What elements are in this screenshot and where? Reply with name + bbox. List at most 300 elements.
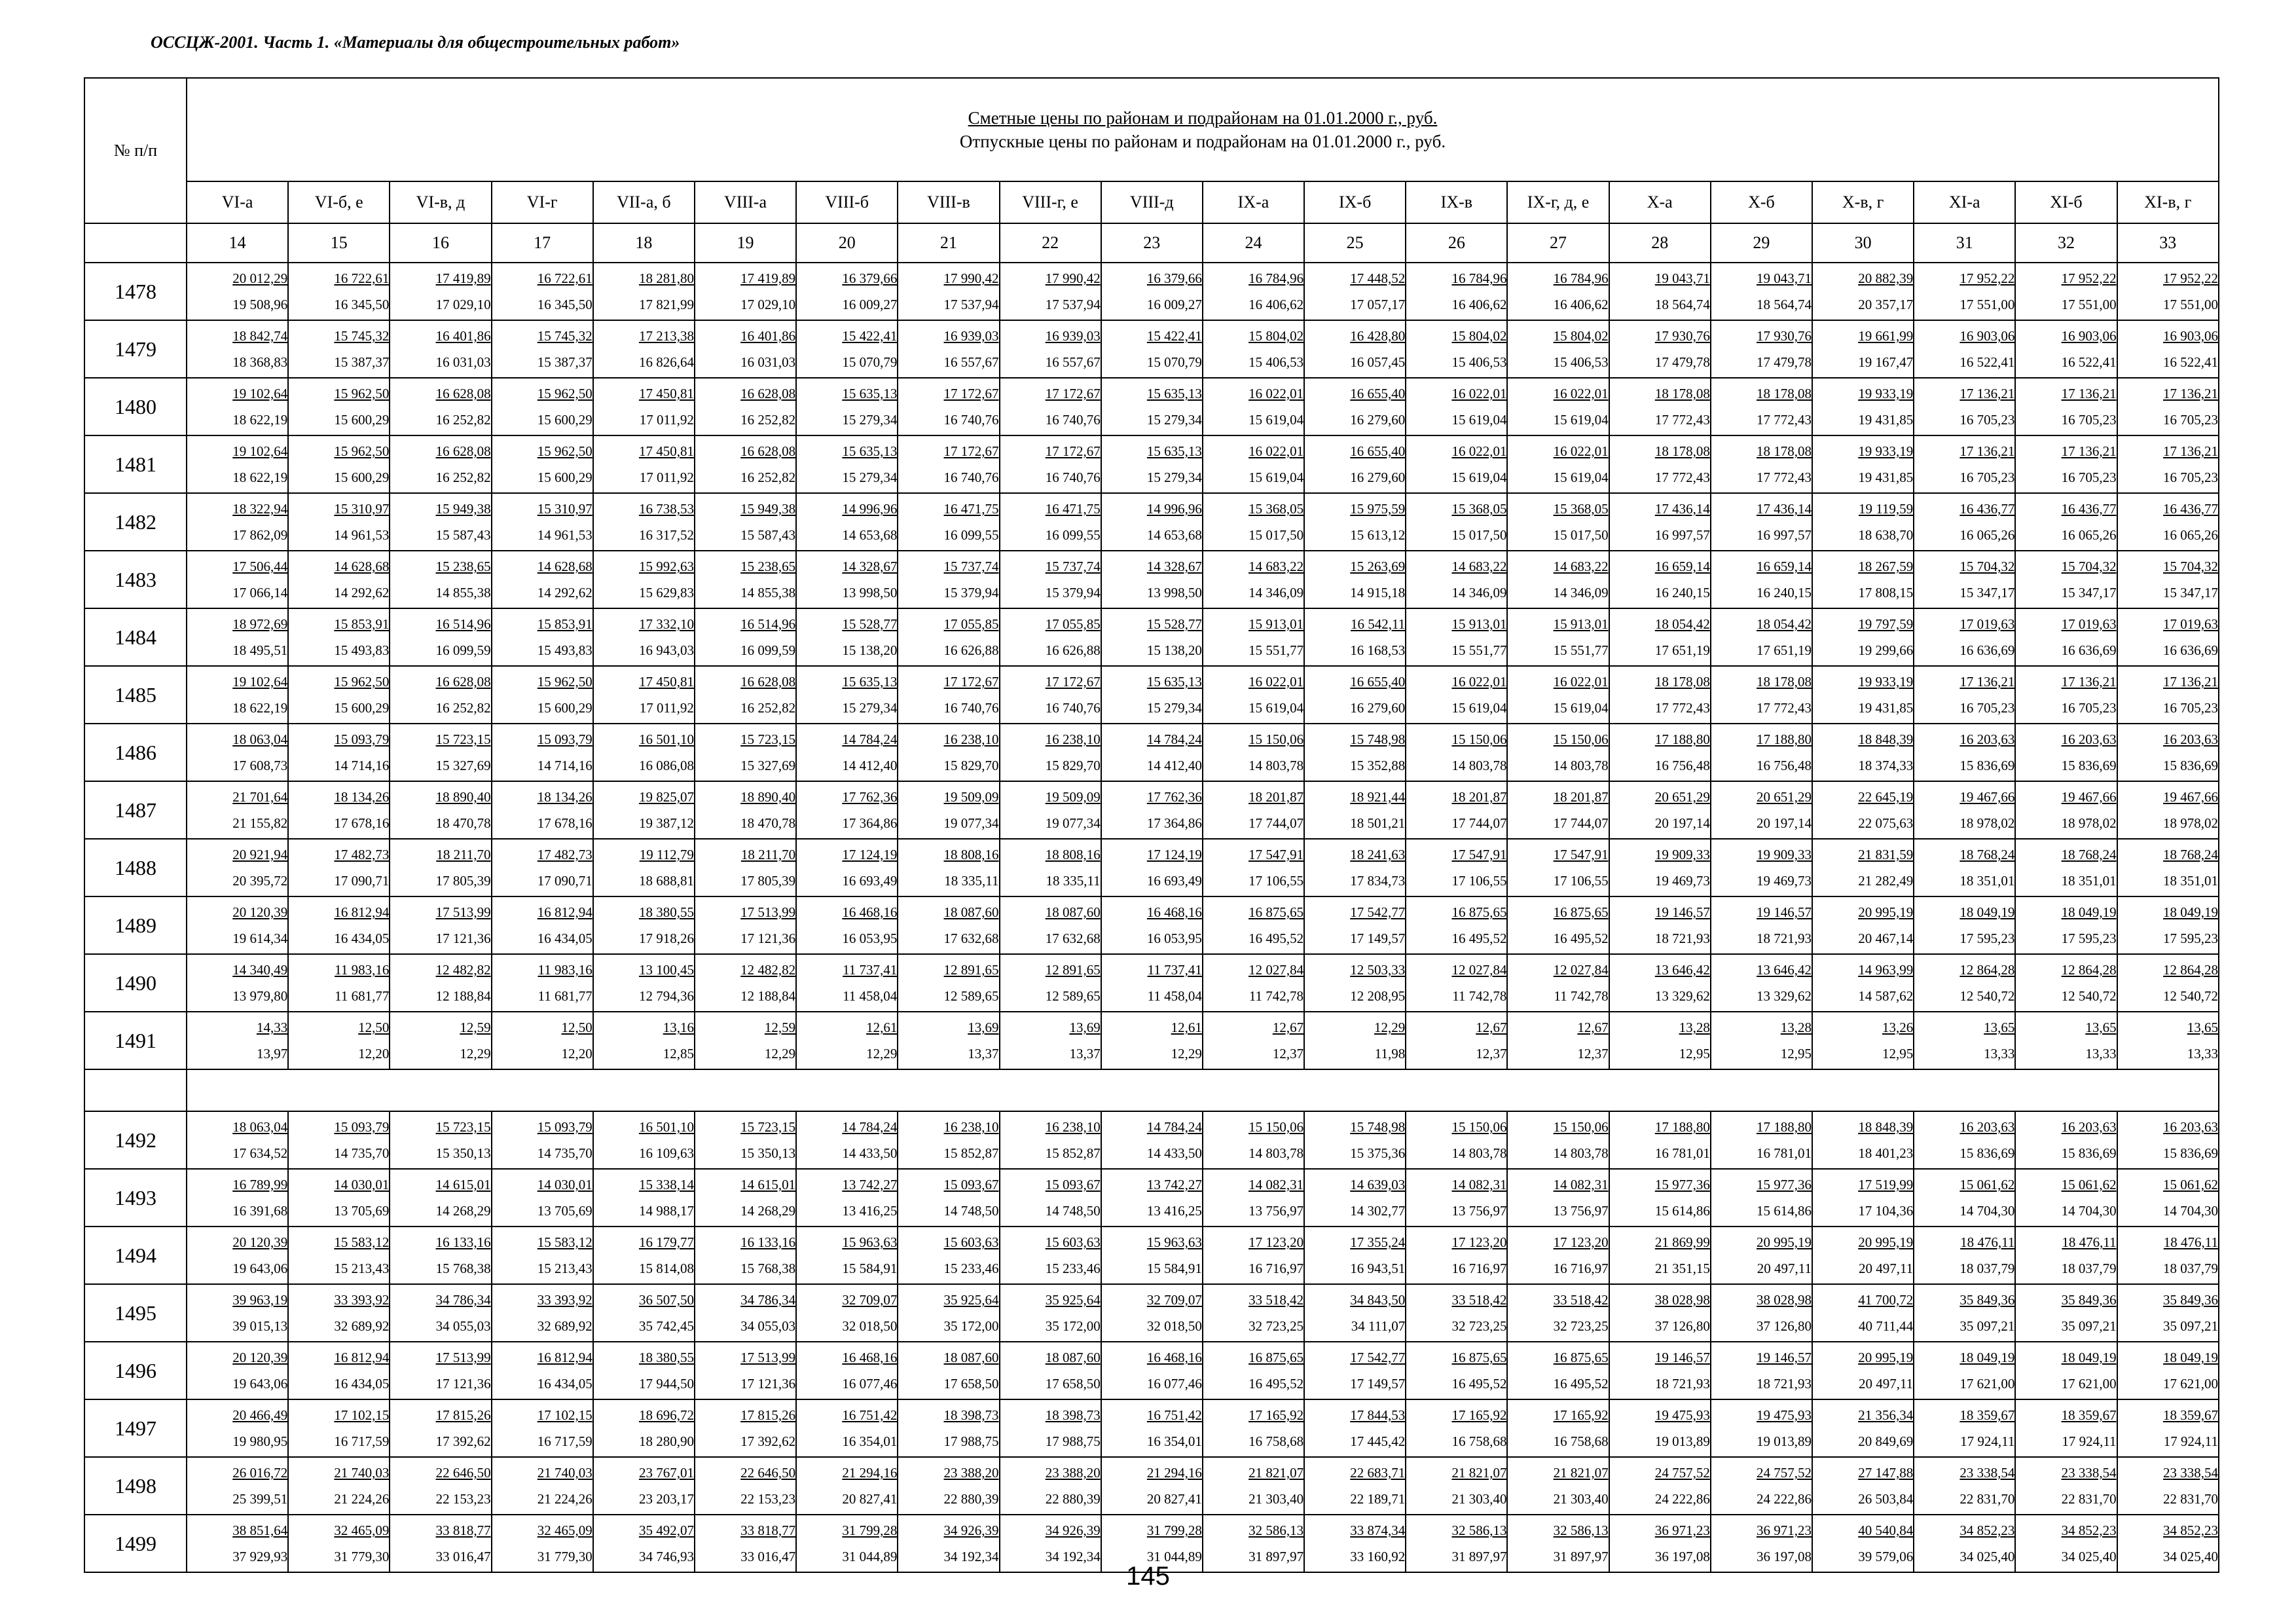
release-price: 18 351,01: [1959, 873, 2015, 889]
estimate-price: 18 398,73: [943, 1407, 999, 1423]
price-cell: [1507, 1169, 1609, 1227]
price-cell: [593, 493, 695, 551]
release-price: 12,85: [663, 1046, 694, 1061]
release-price: 20 849,69: [1858, 1433, 1914, 1449]
estimate-price: 17 547,91: [1553, 847, 1609, 862]
release-price: 17 918,26: [638, 931, 694, 946]
zone-header: X-в, г: [1812, 181, 1914, 223]
price-cell: [187, 839, 288, 896]
release-price: 16 740,76: [943, 470, 999, 485]
price-cell: [898, 1342, 999, 1399]
price-cell: [898, 896, 999, 954]
release-price: 11 742,78: [1554, 988, 1609, 1004]
release-price: 12 540,72: [1959, 988, 2015, 1004]
price-cell: [1101, 839, 1203, 896]
price-cell: [2117, 263, 2219, 320]
price-cell: [1507, 320, 1609, 378]
release-price: 12 794,36: [638, 988, 694, 1004]
estimate-price: 27 147,88: [1858, 1465, 1914, 1481]
column-number: 33: [2117, 223, 2219, 263]
price-cell: [593, 263, 695, 320]
price-cell: [1101, 666, 1203, 724]
price-cell: [1507, 435, 1609, 493]
release-price: 18 335,11: [944, 873, 999, 889]
release-price: 39 015,13: [232, 1318, 288, 1334]
price-cell: [492, 1227, 593, 1284]
row-number: 1486: [84, 724, 187, 781]
estimate-price: 16 751,42: [1146, 1407, 1202, 1423]
estimate-price: 35 925,64: [1045, 1292, 1101, 1308]
release-price: 14 704,30: [1959, 1203, 2015, 1219]
release-price: 17 121,36: [435, 1376, 491, 1392]
price-cell: [1812, 378, 1914, 435]
release-price: 16 279,60: [1350, 412, 1406, 428]
release-price: 16 065,26: [2163, 527, 2218, 543]
estimate-price: 18 178,08: [1654, 443, 1710, 459]
release-price: 12 540,72: [2061, 988, 2117, 1004]
release-price: 16 077,46: [1146, 1376, 1202, 1392]
estimate-price: 18 281,80: [638, 270, 694, 286]
price-cell: [390, 1284, 491, 1342]
release-price: 15 493,83: [334, 642, 390, 658]
release-price: 15 017,50: [1553, 527, 1609, 543]
price-cell: [187, 551, 288, 608]
price-cell: [1507, 608, 1609, 666]
estimate-price: 19 043,71: [1654, 270, 1710, 286]
price-cell: [288, 1457, 390, 1515]
estimate-price: 14 082,31: [1248, 1177, 1304, 1192]
estimate-price: 18 380,55: [638, 904, 694, 920]
release-price: 15 138,20: [842, 642, 898, 658]
price-cell: [1304, 1284, 1406, 1342]
release-price: 22 831,70: [2061, 1491, 2117, 1507]
release-price: 14 433,50: [1146, 1145, 1202, 1161]
price-cell: [1304, 263, 1406, 320]
release-price: 18 721,93: [1654, 1376, 1710, 1392]
estimate-price: 15 093,79: [537, 731, 592, 747]
estimate-price: 34 786,34: [435, 1292, 491, 1308]
estimate-price: 16 875,65: [1451, 1350, 1507, 1365]
release-price: 12,95: [1679, 1046, 1710, 1061]
price-cell: [1304, 1457, 1406, 1515]
estimate-price: 12 482,82: [740, 962, 796, 978]
price-cell: [1304, 1012, 1406, 1069]
release-price: 16 740,76: [943, 412, 999, 428]
price-cell: [2015, 493, 2117, 551]
release-price: 17 678,16: [334, 815, 390, 831]
release-price: 17 651,19: [1757, 642, 1812, 658]
estimate-price: 17 123,20: [1248, 1234, 1304, 1250]
release-price: 17 104,36: [1858, 1203, 1914, 1219]
release-price: 15 629,83: [638, 585, 694, 600]
price-cell: [796, 493, 898, 551]
estimate-price: 18 063,04: [232, 1119, 288, 1135]
release-price: 13,33: [2187, 1046, 2218, 1061]
release-price: 14 735,70: [537, 1145, 592, 1161]
price-cell: [1203, 781, 1304, 839]
price-cell: [1609, 320, 1711, 378]
estimate-price: 15 913,01: [1451, 616, 1507, 632]
row-number: 1484: [84, 608, 187, 666]
price-cell: [1000, 724, 1101, 781]
release-price: 16 086,08: [638, 758, 694, 773]
estimate-price: 15 635,13: [1146, 386, 1202, 401]
price-cell: [492, 724, 593, 781]
estimate-price: 15 150,06: [1553, 731, 1609, 747]
price-cell: [1914, 781, 2015, 839]
price-cell: [1609, 608, 1711, 666]
price-cell: [796, 378, 898, 435]
release-price: 13,37: [968, 1046, 999, 1061]
price-cell: [2015, 666, 2117, 724]
estimate-price: 16 903,06: [2061, 328, 2117, 344]
estimate-price: 18 211,70: [740, 847, 796, 862]
estimate-price: 33 393,92: [334, 1292, 390, 1308]
estimate-price: 16 203,63: [2163, 731, 2218, 747]
separator-cell: [187, 1069, 2219, 1111]
release-price: 16 705,23: [1959, 412, 2015, 428]
release-price: 16 065,26: [1959, 527, 2015, 543]
estimate-price: 12 864,28: [2163, 962, 2218, 978]
row-number: 1485: [84, 666, 187, 724]
price-cell: [2117, 320, 2219, 378]
estimate-price: 20 012,29: [232, 270, 288, 286]
price-cell: [695, 493, 796, 551]
price-cell: [187, 666, 288, 724]
release-price: 15 070,79: [842, 354, 898, 370]
price-cell: [1711, 666, 1812, 724]
release-price: 12 589,65: [943, 988, 999, 1004]
price-cell: [796, 1457, 898, 1515]
release-price: 15 619,04: [1553, 700, 1609, 716]
estimate-price: 18 267,59: [1858, 559, 1914, 574]
estimate-price: 36 971,23: [1757, 1522, 1812, 1538]
estimate-price: 16 468,16: [1146, 904, 1202, 920]
release-price: 16 705,23: [2061, 412, 2117, 428]
price-cell: [187, 1457, 288, 1515]
estimate-price: 17 136,21: [2061, 674, 2117, 690]
estimate-price: 17 136,21: [1959, 674, 2015, 690]
table-row: [84, 493, 2219, 551]
zone-header: IX-г, д, е: [1507, 181, 1609, 223]
estimate-price: 17 519,99: [1858, 1177, 1914, 1192]
estimate-price: 19 102,64: [232, 674, 288, 690]
estimate-price: 14 784,24: [842, 1119, 898, 1135]
release-price: 15 347,17: [2163, 585, 2218, 600]
estimate-price: 36 971,23: [1654, 1522, 1710, 1538]
release-price: 18 470,78: [740, 815, 796, 831]
release-price: 22 189,71: [1350, 1491, 1406, 1507]
price-cell: [2117, 493, 2219, 551]
release-price: 16 434,05: [334, 1376, 390, 1392]
release-price: 16 053,95: [842, 931, 898, 946]
estimate-price: 17 136,21: [2163, 674, 2218, 690]
release-price: 17 479,78: [1757, 354, 1812, 370]
release-price: 32 018,50: [1146, 1318, 1202, 1334]
release-price: 15 233,46: [1045, 1261, 1101, 1276]
estimate-price: 17 513,99: [435, 904, 491, 920]
release-price: 20 357,17: [1858, 297, 1914, 312]
release-price: 20 497,11: [1858, 1261, 1914, 1276]
estimate-price: 17 542,77: [1350, 1350, 1406, 1365]
table-row: [84, 954, 2219, 1012]
release-price: 14 704,30: [2061, 1203, 2117, 1219]
price-cell: [1507, 493, 1609, 551]
estimate-price: 17 165,92: [1553, 1407, 1609, 1423]
estimate-price: 17 123,20: [1451, 1234, 1507, 1250]
estimate-price: 20 651,29: [1654, 789, 1710, 805]
release-price: 14 412,40: [1146, 758, 1202, 773]
estimate-price: 17 102,15: [537, 1407, 592, 1423]
estimate-price: 14 328,67: [1146, 559, 1202, 574]
price-cell: [288, 781, 390, 839]
release-price: 16 434,05: [537, 931, 592, 946]
price-cell: [1203, 435, 1304, 493]
release-price: 17 772,43: [1654, 412, 1710, 428]
estimate-price: 16 628,08: [740, 443, 796, 459]
price-cell: [390, 1169, 491, 1227]
zone-header: VIII-в: [898, 181, 999, 223]
estimate-price: 15 150,06: [1451, 731, 1507, 747]
estimate-price: 15 583,12: [537, 1234, 592, 1250]
estimate-price: 15 723,15: [740, 1119, 796, 1135]
release-price: 12,37: [1577, 1046, 1609, 1061]
estimate-price: 18 241,63: [1350, 847, 1406, 862]
release-price: 17 121,36: [740, 1376, 796, 1392]
price-cell: [695, 435, 796, 493]
price-cell: [1304, 493, 1406, 551]
section-separator-row: [84, 1069, 2219, 1111]
release-price: 13 998,50: [1146, 585, 1202, 600]
estimate-price: 15 704,32: [1959, 559, 2015, 574]
estimate-price: 17 102,15: [334, 1407, 390, 1423]
price-cell: [2117, 896, 2219, 954]
price-cell: [187, 1227, 288, 1284]
estimate-price: 14 683,22: [1451, 559, 1507, 574]
release-price: 12,29: [764, 1046, 796, 1061]
table-row: [84, 435, 2219, 493]
release-price: 17 121,36: [435, 931, 491, 946]
release-price: 16 705,23: [1959, 470, 2015, 485]
release-price: 17 121,36: [740, 931, 796, 946]
estimate-price: 18 768,24: [2061, 847, 2117, 862]
estimate-price: 15 737,74: [943, 559, 999, 574]
estimate-price: 16 203,63: [1959, 731, 2015, 747]
release-price: 17 805,39: [435, 873, 491, 889]
estimate-price: 17 762,36: [842, 789, 898, 805]
price-cell: [2015, 378, 2117, 435]
release-price: 34 025,40: [1959, 1549, 2015, 1564]
release-price: 11 458,04: [843, 988, 898, 1004]
estimate-price: 13,65: [2187, 1020, 2218, 1035]
release-price: 14 803,78: [1248, 758, 1304, 773]
price-cell: [390, 839, 491, 896]
price-cell: [1711, 1399, 1812, 1457]
price-cell: [1304, 1111, 1406, 1169]
price-cell: [1000, 781, 1101, 839]
estimate-price: 13,28: [1679, 1020, 1710, 1035]
estimate-price: 17 172,67: [1045, 674, 1101, 690]
estimate-price: 16 436,77: [2061, 501, 2117, 517]
price-cell: [1101, 1227, 1203, 1284]
column-number: 29: [1711, 223, 1812, 263]
release-price: 14 988,17: [638, 1203, 694, 1219]
column-number: 27: [1507, 223, 1609, 263]
estimate-price: 15 150,06: [1248, 1119, 1304, 1135]
release-price: 15 600,29: [537, 412, 592, 428]
release-price: 16 997,57: [1654, 527, 1710, 543]
price-cell: [2015, 839, 2117, 896]
release-price: 16 240,15: [1757, 585, 1812, 600]
release-price: 15 619,04: [1553, 470, 1609, 485]
release-price: 15 613,12: [1350, 527, 1406, 543]
zone-header: IX-а: [1203, 181, 1304, 223]
table-row: [84, 1111, 2219, 1169]
estimate-price: 15 150,06: [1553, 1119, 1609, 1135]
release-price: 18 368,83: [232, 354, 288, 370]
zone-header: VIII-б: [796, 181, 898, 223]
price-cell: [2117, 781, 2219, 839]
price-cell: [390, 493, 491, 551]
release-price: 18 351,01: [2163, 873, 2218, 889]
estimate-price: 17 332,10: [638, 616, 694, 632]
estimate-price: 34 786,34: [740, 1292, 796, 1308]
release-price: 18 037,79: [2061, 1261, 2117, 1276]
release-price: 15 493,83: [537, 642, 592, 658]
release-price: 15 279,34: [1146, 470, 1202, 485]
estimate-price: 18 398,73: [1045, 1407, 1101, 1423]
estimate-price: 11 737,41: [843, 962, 898, 978]
estimate-price: 17 019,63: [1959, 616, 2015, 632]
release-price: 15 279,34: [842, 700, 898, 716]
estimate-price: 12,50: [358, 1020, 390, 1035]
release-price: 17 029,10: [435, 297, 491, 312]
price-cell: [1203, 1342, 1304, 1399]
estimate-price: 13,28: [1780, 1020, 1812, 1035]
release-price: 17 149,57: [1350, 1376, 1406, 1392]
estimate-price: 17 136,21: [2163, 443, 2218, 459]
release-price: 17 595,23: [2163, 931, 2218, 946]
estimate-price: 16 379,66: [1146, 270, 1202, 286]
price-cell: [1101, 608, 1203, 666]
price-cell: [695, 378, 796, 435]
estimate-price: 15 238,65: [435, 559, 491, 574]
release-price: 14 587,62: [1858, 988, 1914, 1004]
release-price: 18 688,81: [638, 873, 694, 889]
price-cell: [1711, 1169, 1812, 1227]
release-price: 17 862,09: [232, 527, 288, 543]
release-price: 15 347,17: [2061, 585, 2117, 600]
release-price: 17 744,07: [1451, 815, 1507, 831]
estimate-price: 15 061,62: [1959, 1177, 2015, 1192]
release-price: 16 758,68: [1553, 1433, 1609, 1449]
estimate-price: 17 355,24: [1350, 1234, 1406, 1250]
row-number: 1480: [84, 378, 187, 435]
release-price: 18 401,23: [1858, 1145, 1914, 1161]
release-price: 17 772,43: [1654, 700, 1710, 716]
price-cell: [1203, 493, 1304, 551]
estimate-price: 21 294,16: [1146, 1465, 1202, 1481]
column-number: 18: [593, 223, 695, 263]
release-price: 32 018,50: [842, 1318, 898, 1334]
estimate-price: 16 784,96: [1553, 270, 1609, 286]
price-cell: [1406, 378, 1507, 435]
release-price: 31 044,89: [842, 1549, 898, 1564]
estimate-price: 15 748,98: [1350, 731, 1406, 747]
estimate-price: 15 603,63: [1045, 1234, 1101, 1250]
release-price: 15 836,69: [1959, 758, 2015, 773]
estimate-price: 17 542,77: [1350, 904, 1406, 920]
estimate-price: 20 651,29: [1757, 789, 1812, 805]
estimate-price: 17 124,19: [842, 847, 898, 862]
estimate-price: 15 853,91: [537, 616, 592, 632]
release-price: 15 017,50: [1451, 527, 1507, 543]
estimate-price: 12 503,33: [1350, 962, 1406, 978]
estimate-price: 36 507,50: [638, 1292, 694, 1308]
price-cell: [593, 724, 695, 781]
price-cell: [898, 781, 999, 839]
price-cell: [1000, 493, 1101, 551]
release-price: 16 522,41: [2061, 354, 2117, 370]
price-cell: [1406, 896, 1507, 954]
estimate-price: 17 482,73: [334, 847, 390, 862]
price-cell: [1609, 1457, 1711, 1515]
estimate-price: 15 949,38: [435, 501, 491, 517]
release-price: 16 252,82: [435, 470, 491, 485]
release-price: 16 717,59: [537, 1433, 592, 1449]
release-price: 23 203,17: [638, 1491, 694, 1507]
estimate-price: 17 990,42: [1045, 270, 1101, 286]
estimate-price: 17 513,99: [435, 1350, 491, 1365]
release-price: 16 636,69: [2163, 642, 2218, 658]
estimate-price: 15 422,41: [842, 328, 898, 344]
release-price: 15 279,34: [842, 412, 898, 428]
estimate-price: 14 328,67: [842, 559, 898, 574]
price-cell: [492, 1399, 593, 1457]
release-price: 16 758,68: [1248, 1433, 1304, 1449]
estimate-price: 17 450,81: [638, 386, 694, 401]
release-price: 13 756,97: [1248, 1203, 1304, 1219]
release-price: 17 944,50: [638, 1376, 694, 1392]
release-price: 16 345,50: [334, 297, 390, 312]
estimate-price: 14 784,24: [1146, 1119, 1202, 1135]
price-cell: [492, 896, 593, 954]
release-price: 17 011,92: [639, 470, 694, 485]
price-cell: [695, 608, 796, 666]
estimate-price: 19 475,93: [1757, 1407, 1812, 1423]
release-price: 16 997,57: [1757, 527, 1812, 543]
estimate-price: 16 022,01: [1553, 386, 1609, 401]
column-number: 17: [492, 223, 593, 263]
release-price: 14 292,62: [537, 585, 592, 600]
release-price: 17 924,11: [1960, 1433, 2015, 1449]
release-price: 19 643,06: [232, 1261, 288, 1276]
price-cell: [593, 551, 695, 608]
release-price: 16 406,62: [1451, 297, 1507, 312]
price-cell: [2117, 839, 2219, 896]
release-price: 16 406,62: [1553, 297, 1609, 312]
release-price: 18 564,74: [1654, 297, 1710, 312]
estimate-price: 16 468,16: [1146, 1350, 1202, 1365]
estimate-price: 15 338,14: [638, 1177, 694, 1192]
price-cell: [1304, 608, 1406, 666]
column-number: 24: [1203, 223, 1304, 263]
estimate-price: 18 063,04: [232, 731, 288, 747]
estimate-price: 18 087,60: [1045, 1350, 1101, 1365]
price-cell: [288, 896, 390, 954]
price-cell: [2117, 1284, 2219, 1342]
estimate-price: 11 983,16: [538, 962, 592, 978]
